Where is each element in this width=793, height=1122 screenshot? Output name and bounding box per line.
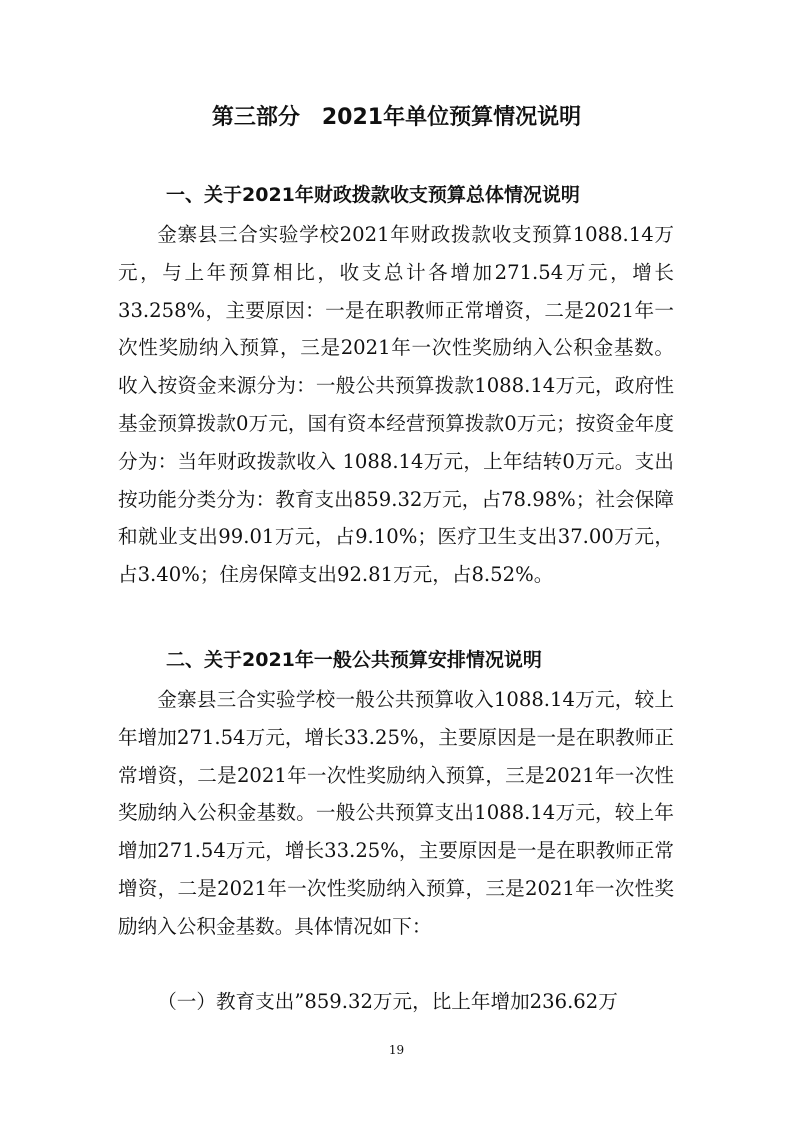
paragraph-education-expenditure: （一）教育支出”859.32万元，比上年增加236.62万 xyxy=(157,990,618,1013)
paragraph-budget-overview: 金寨县三合实验学校2021年财政拨款收支预算1088.14万元，与上年预算相比，收支总计各增加271.54万元，增长33.258%，主要原因：一是在职教师正常增资，二是2021年一次性奖励纳入预算，三是2021年一次性奖励纳入公积金基数。收入按资金来源分为：一般公共预算拨款1088.14万元，政府性基金预算拨款0万元，国有资本经营预算拨款0万元；按资金年度分为：当年财政拨款收入 1088.14万元，上年结转0万元。支出按功能分类分为：教育支出859.32万元，占78.98%；社会保障和就业支出99.01万元，占9.10%；医疗卫生支出37.00万元，占3.40%；住房保障支出92.81万元，占8.52%。 xyxy=(118,223,674,587)
paragraph-general-budget: 金寨县三合实验学校一般公共预算收入1088.14万元，较上年增加271.54万元，增长33.25%，主要原因是一是在职教师正常增资，二是2021年一次性奖励纳入预算，三是2021年一次性奖励纳入公积金基数。一般公共预算支出1088.14万元，较上年增加271.54万元，增长33.25%，主要原因是一是在职教师正常增资，二是2021年一次性奖励纳入预算，三是2021年一次性奖励纳入公积金基数。具体情况如下： xyxy=(118,688,674,938)
section-heading-2: 二、关于2021年一般公共预算安排情况说明 xyxy=(166,649,542,671)
page-title: 第三部分 2021年单位预算情况说明 xyxy=(211,105,582,130)
section-heading-1: 一、关于2021年财政拨款收支预算总体情况说明 xyxy=(166,184,580,206)
page-number: 19 xyxy=(388,1043,405,1057)
